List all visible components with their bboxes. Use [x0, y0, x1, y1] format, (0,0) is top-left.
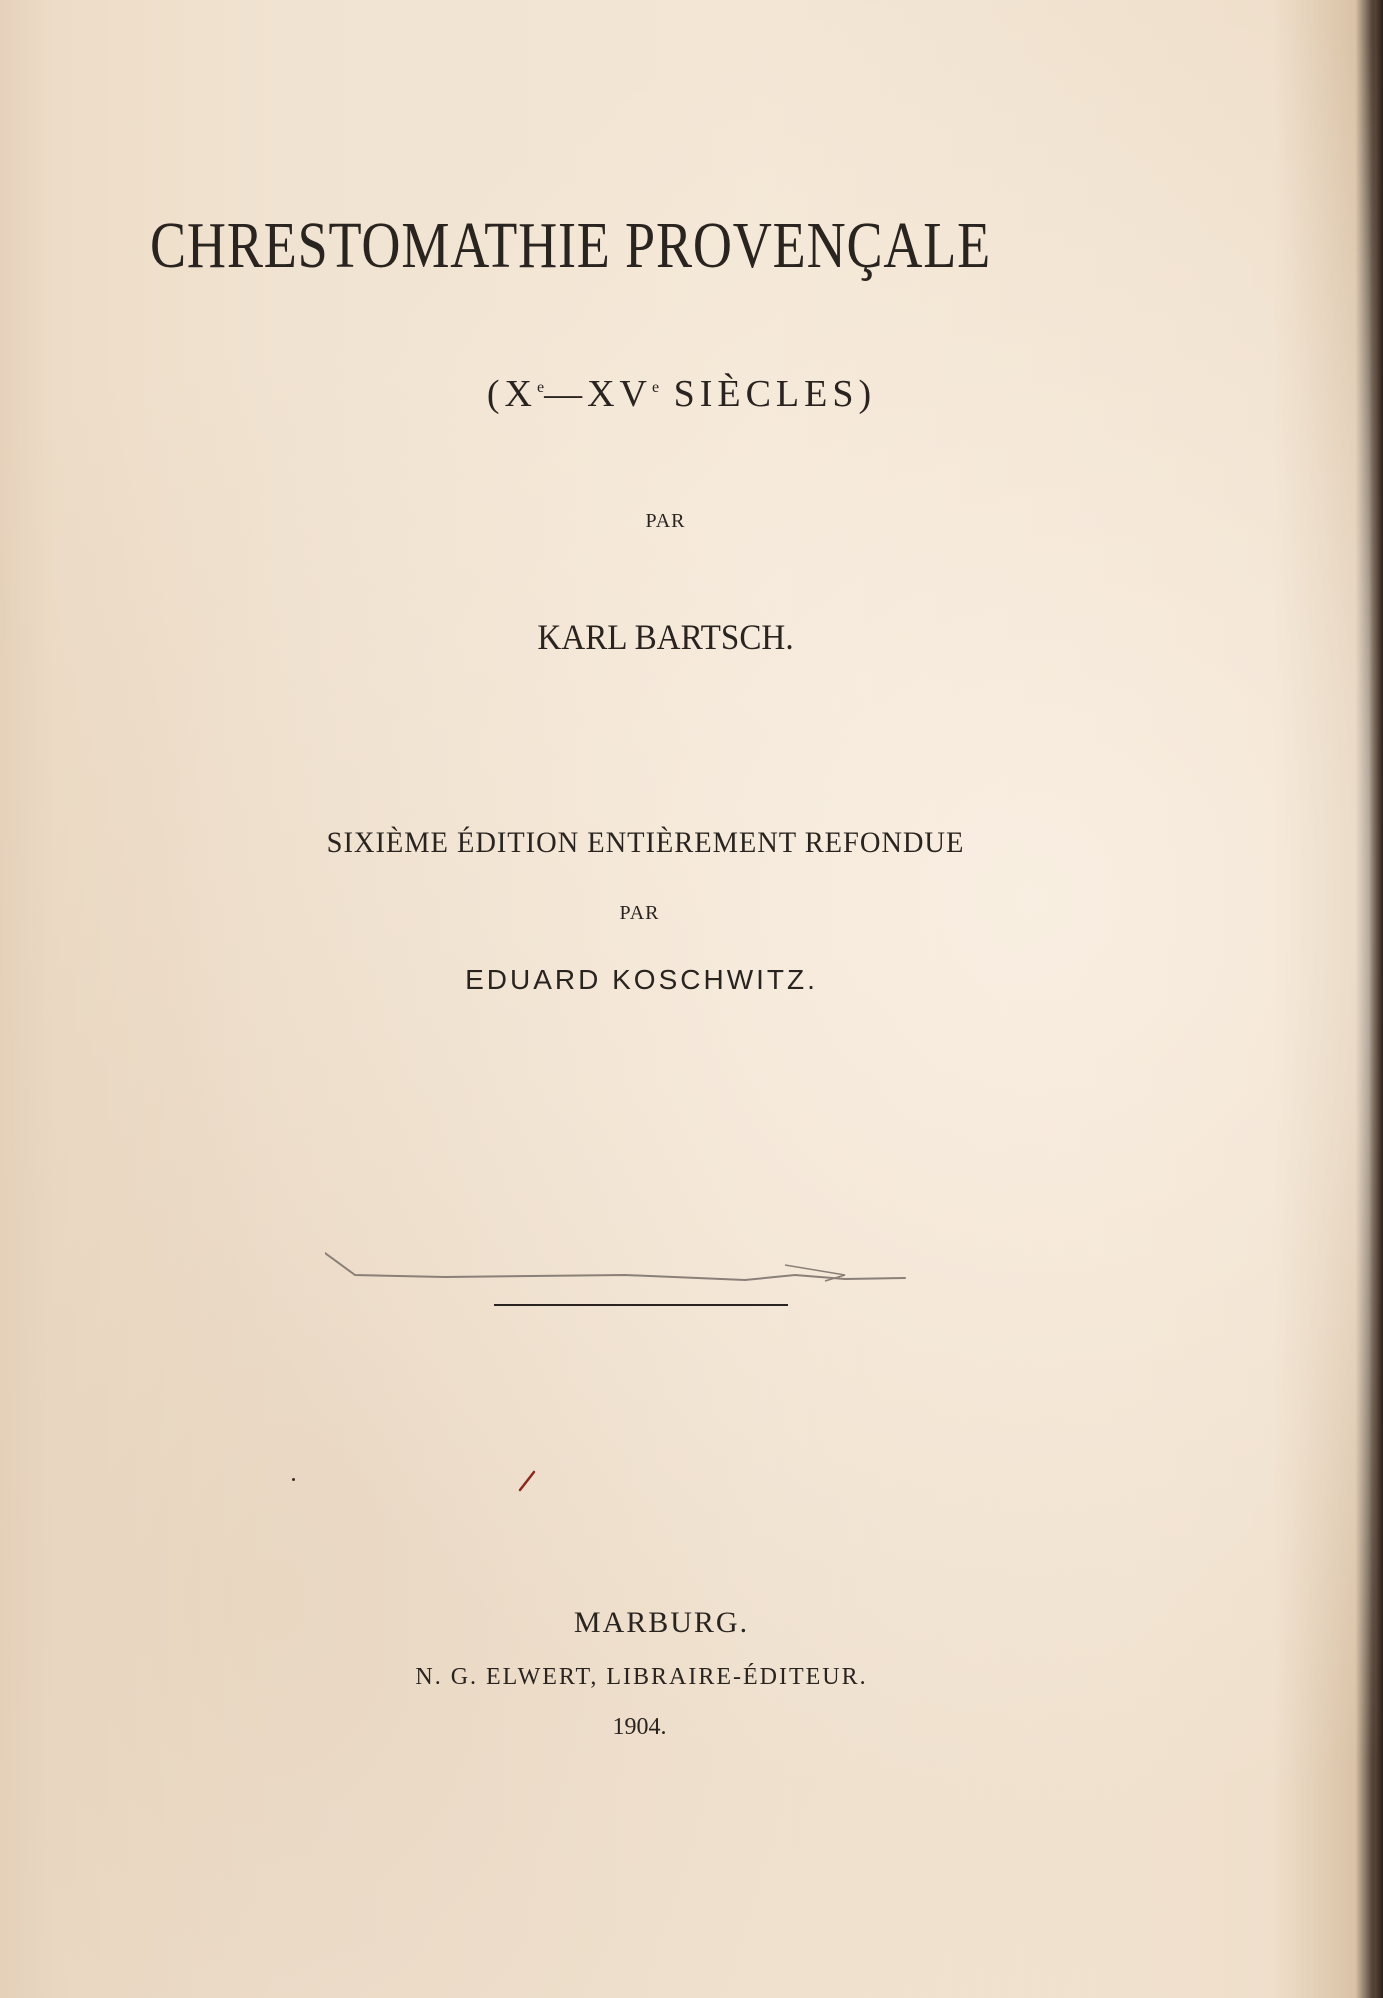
by-label-editor: PAR	[619, 902, 660, 924]
author-name: KARL BARTSCH.	[537, 617, 794, 657]
imprint-city: MARBURG.	[573, 1606, 750, 1639]
by-label-author: PAR	[645, 510, 686, 532]
subtitle-superscript-2: e	[651, 379, 660, 396]
subtitle-close: SIÈCLES)	[659, 373, 877, 415]
page-edge-shadow	[1369, 0, 1383, 1998]
subtitle-open: (X	[486, 373, 537, 415]
imprint-publisher: N. G. ELWERT, LIBRAIRE-ÉDITEUR.	[415, 1664, 868, 1690]
pencil-scribble	[325, 1245, 915, 1295]
ink-speck	[292, 1478, 295, 1481]
subtitle-superscript-1: e	[536, 379, 545, 396]
subtitle-mid: —XV	[544, 373, 652, 415]
imprint-year: 1904.	[612, 1714, 667, 1740]
separator-rule	[494, 1304, 788, 1306]
book-subtitle	[0, 372, 1373, 416]
edition-statement: SIXIÈME ÉDITION ENTIÈREMENT REFONDUE	[326, 826, 965, 859]
editor-name: EDUARD KOSCHWITZ.	[465, 964, 818, 995]
book-title: CHRESTOMATHIE PROVENÇALE	[150, 209, 992, 282]
red-pen-mark	[518, 1468, 538, 1492]
